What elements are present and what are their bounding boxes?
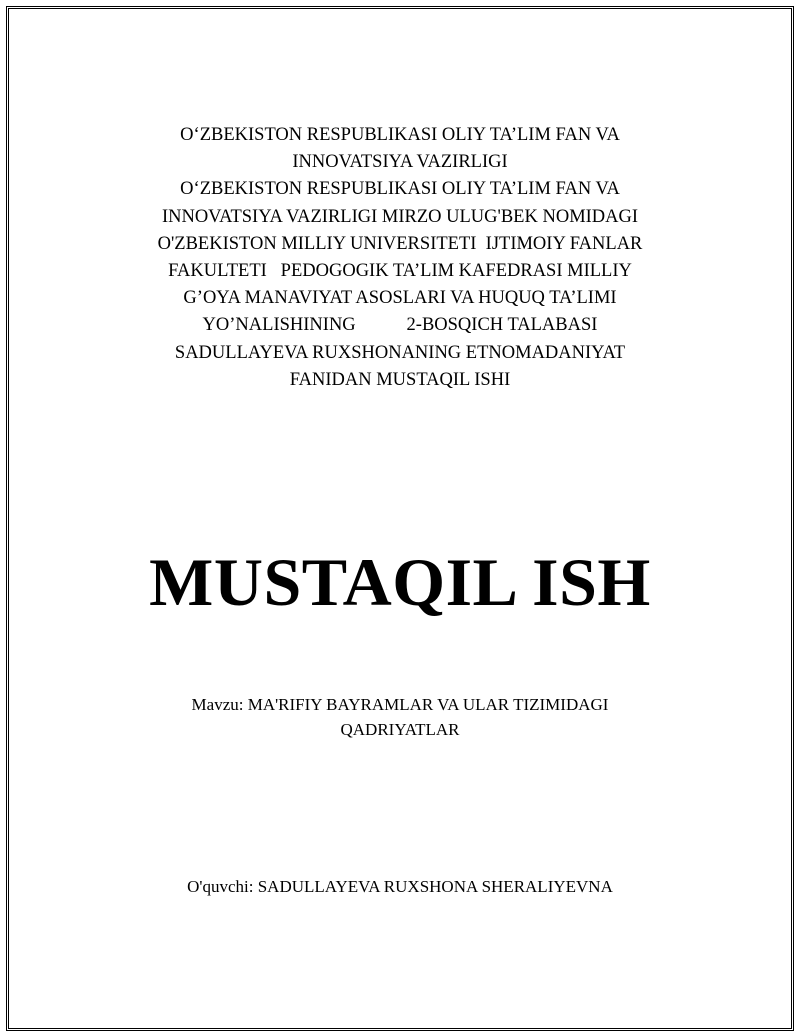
topic-line: Mavzu: MA'RIFIY BAYRAMLAR VA ULAR TIZIMIDAGI (191, 695, 609, 714)
header-line: YO’NALISHINING 2-BOSQICH TALABASI (202, 315, 598, 336)
header-line: SADULLAYEVA RUXSHONANING ETNOMADANIYAT (174, 342, 626, 363)
header-line: G’OYA MANAVIYAT ASOSLARI VA HUQUQ TA’LIMI (183, 288, 617, 309)
header-line: INNOVATSIYA VAZIRLIGI MIRZO ULUG'BEK NOMIDAGI (161, 206, 639, 227)
header-line: O'ZBEKISTON MILLIY UNIVERSITETI IJTIMOIY FANLAR (157, 233, 643, 254)
institution-header (0, 122, 800, 394)
student-name: O'quvchi: SADULLAYEVA RUXSHONA SHERALIYEVNA (187, 877, 613, 896)
header-line: O‘ZBEKISTON RESPUBLIKASI OLIY TA’LIM FAN VA (180, 179, 620, 200)
header-line: FANIDAN MUSTAQIL ISHI (289, 369, 511, 390)
header-line: FAKULTETI PEDOGOGIK TA’LIM KAFEDRASI MILLIY (168, 261, 632, 282)
topic-block (0, 692, 800, 742)
topic-line: QADRIYATLAR (340, 720, 460, 739)
header-line: O‘ZBEKISTON RESPUBLIKASI OLIY TA’LIM FAN VA (180, 125, 620, 145)
header-line: INNOVATSIYA VAZIRLIGI (292, 152, 508, 173)
document-title: MUSTAQIL ISH (149, 544, 651, 620)
